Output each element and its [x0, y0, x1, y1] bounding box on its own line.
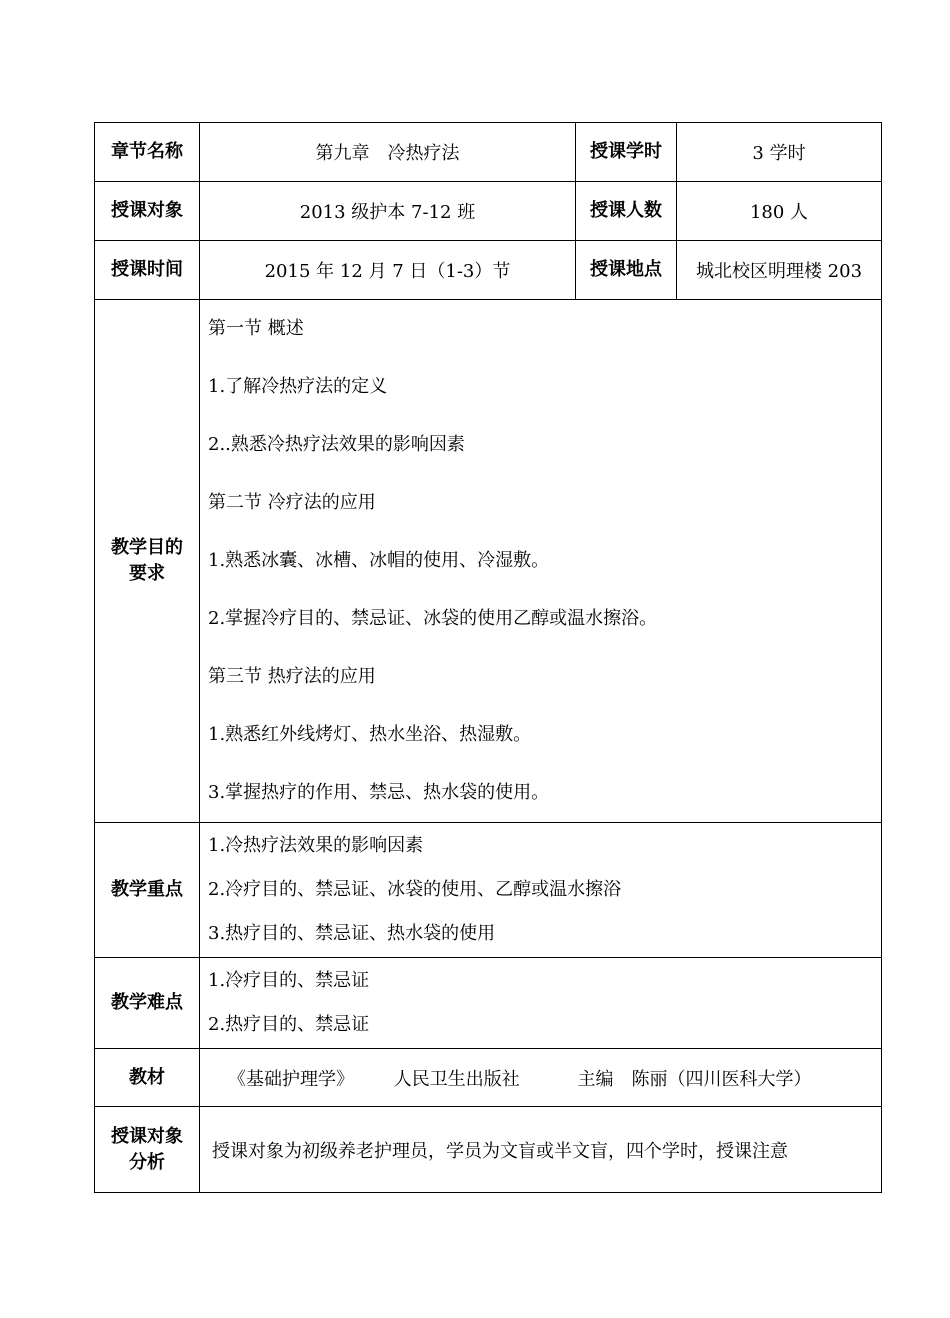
- place-label: 授课地点: [576, 241, 677, 300]
- audience-label: 授课对象: [95, 182, 200, 241]
- chapter-value: 第九章 冷热疗法: [200, 123, 576, 182]
- audience-value: 2013 级护本 7-12 班: [200, 182, 576, 241]
- key-points-row: [95, 823, 882, 958]
- difficulties-content: [200, 958, 882, 1049]
- difficulties-label: 教学难点: [95, 958, 200, 1049]
- textbook-label: 教材: [95, 1049, 200, 1107]
- analysis-label-line1: 授课对象: [111, 1125, 183, 1147]
- objective-line: 1.熟悉冰囊、冰槽、冰帽的使用、冷湿敷。: [208, 550, 550, 571]
- count-label: 授课人数: [576, 182, 677, 241]
- hours-value: 3 学时: [677, 123, 882, 182]
- textbook-editor: 主编 陈丽（四川医科大学）: [577, 1068, 812, 1090]
- objective-line: 2.掌握冷疗目的、禁忌证、冰袋的使用乙醇或温水擦浴。: [208, 608, 658, 629]
- hours-label: 授课学时: [576, 123, 677, 182]
- difficulty-line: 2.热疗目的、禁忌证: [208, 1014, 370, 1035]
- key-points-label: 教学重点: [95, 823, 200, 958]
- textbook-title: 《基础护理学》: [228, 1068, 354, 1090]
- objectives-label-line1: 教学目的: [111, 537, 183, 558]
- difficulty-line: 1.冷疗目的、禁忌证: [208, 970, 370, 991]
- time-label: 授课时间: [95, 241, 200, 300]
- textbook-publisher: 人民卫生出版社: [393, 1068, 520, 1090]
- objective-line: 第一节 概述: [208, 318, 304, 339]
- objective-line: 第三节 热疗法的应用: [208, 666, 376, 687]
- key-point-line: 3.热疗目的、禁忌证、热水袋的使用: [208, 923, 496, 944]
- objectives-row: [95, 300, 882, 823]
- chapter-row: [95, 123, 882, 182]
- objectives-label: [95, 300, 200, 823]
- textbook-row: [95, 1049, 882, 1107]
- objective-line: 1.熟悉红外线烤灯、热水坐浴、热湿敷。: [208, 724, 532, 745]
- analysis-label: [95, 1107, 200, 1193]
- objectives-content: [200, 300, 882, 823]
- key-point-line: 1.冷热疗法效果的影响因素: [208, 835, 424, 856]
- time-row: [95, 241, 882, 300]
- textbook-content: [200, 1049, 882, 1107]
- key-point-line: 2.冷疗目的、禁忌证、冰袋的使用、乙醇或温水擦浴: [208, 879, 622, 900]
- analysis-label-line2: 分析: [129, 1151, 165, 1173]
- difficulties-row: [95, 958, 882, 1049]
- objective-line: 1.了解冷热疗法的定义: [208, 376, 388, 397]
- objective-line: 3.掌握热疗的作用、禁忌、热水袋的使用。: [208, 782, 550, 803]
- chapter-label: 章节名称: [95, 123, 200, 182]
- objective-line: 2..熟悉冷热疗法效果的影响因素: [208, 434, 465, 455]
- key-points-content: [200, 823, 882, 958]
- audience-row: [95, 182, 882, 241]
- count-value: 180 人: [677, 182, 882, 241]
- lesson-plan-table: [94, 122, 882, 1193]
- analysis-text: 授课对象为初级养老护理员，学员为文盲或半文盲，四个学时，授课注意: [200, 1107, 882, 1193]
- objective-line: 第二节 冷疗法的应用: [208, 492, 376, 513]
- time-value: 2015 年 12 月 7 日（1-3）节: [200, 241, 576, 300]
- place-value: 城北校区明理楼 203: [677, 241, 882, 300]
- analysis-row: [95, 1107, 882, 1193]
- objectives-label-line2: 要求: [129, 563, 165, 584]
